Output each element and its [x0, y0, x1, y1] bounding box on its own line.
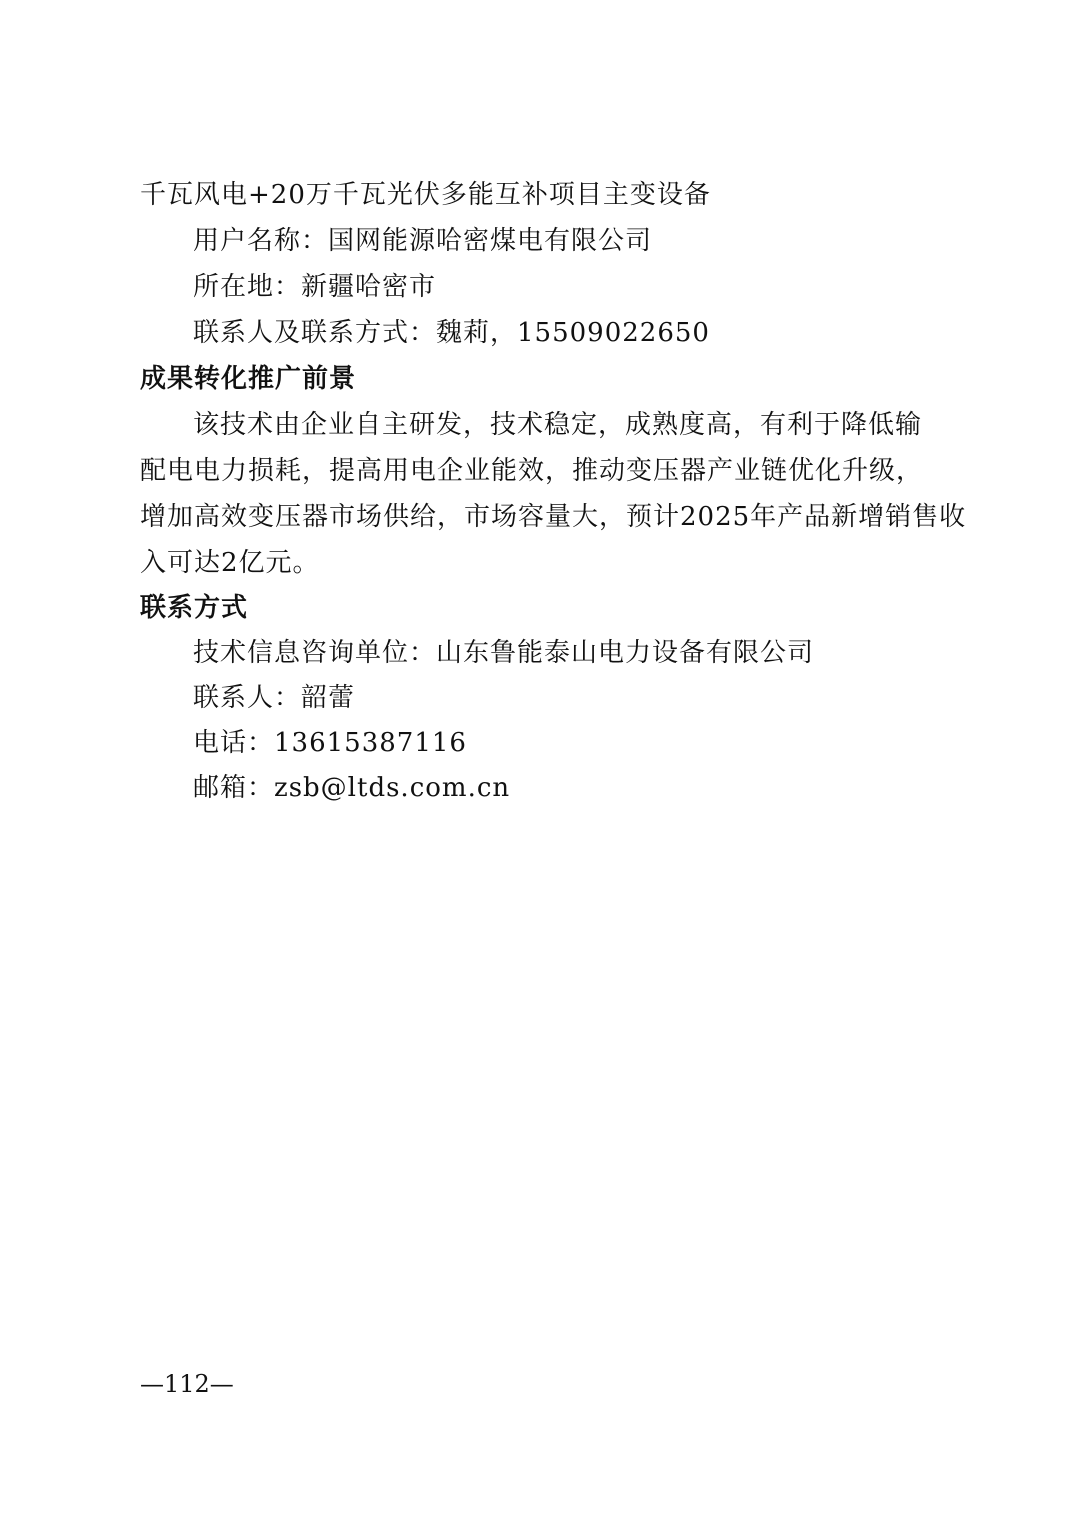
user-location-line: 所在地：新疆哈密市	[193, 272, 437, 302]
user-name-line: 用户名称：国网能源哈密煤电有限公司	[193, 226, 653, 256]
prospect-paragraph-line-3: 增加高效变压器市场供给，市场容量大，预计2025年产品新增销售收	[140, 502, 967, 532]
prospect-paragraph-line-1: 该技术由企业自主研发，技术稳定，成熟度高，有利于降低输	[193, 410, 923, 440]
prospect-paragraph-line-4: 入可达2亿元。	[140, 548, 320, 578]
contact-person-line: 联系人：韶蕾	[193, 683, 356, 713]
consulting-unit-line: 技术信息咨询单位：山东鲁能泰山电力设备有限公司	[193, 638, 815, 668]
contact-heading: 联系方式	[140, 593, 249, 623]
page-number: —112—	[140, 1370, 234, 1398]
continued-project-line: 千瓦风电+20万千瓦光伏多能互补项目主变设备	[140, 180, 711, 210]
prospect-paragraph-line-2: 配电电力损耗，提高用电企业能效，推动变压器产业链优化升级，	[140, 456, 924, 486]
prospect-heading: 成果转化推广前景	[140, 364, 357, 394]
user-contact-line: 联系人及联系方式：魏莉，15509022650	[193, 318, 710, 348]
phone-line: 电话：13615387116	[193, 728, 467, 758]
email-line: 邮箱：zsb@ltds.com.cn	[193, 773, 511, 803]
